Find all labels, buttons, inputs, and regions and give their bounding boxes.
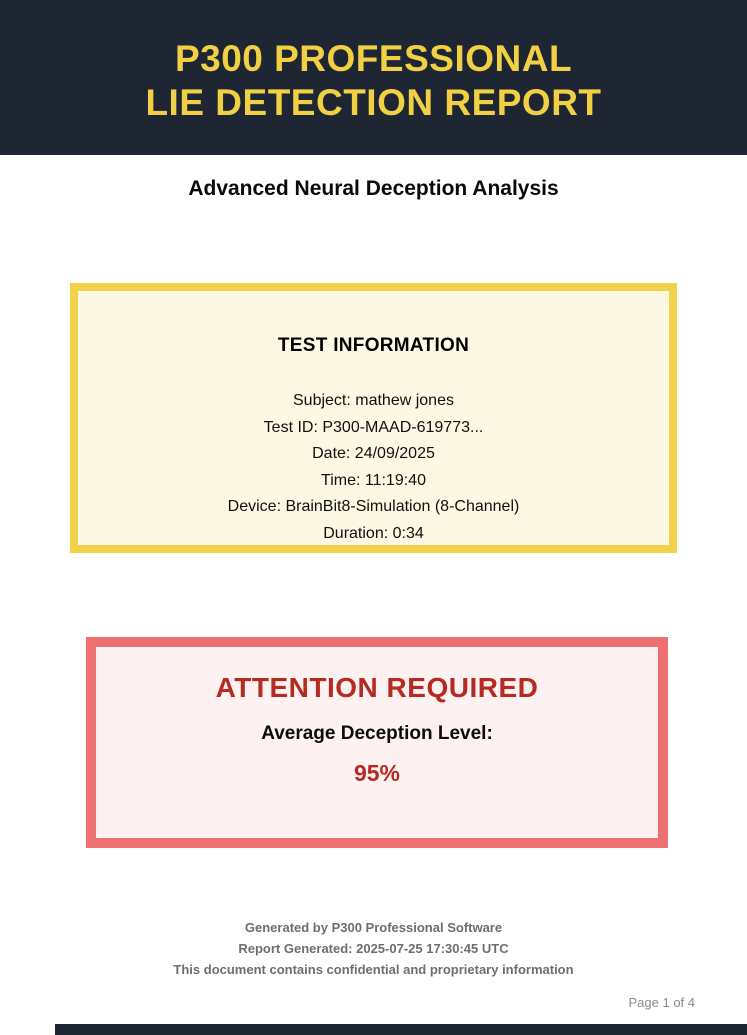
report-subtitle: Advanced Neural Deception Analysis bbox=[188, 177, 559, 200]
next-page-header-strip bbox=[55, 1024, 747, 1035]
test-information-title: TEST INFORMATION bbox=[277, 335, 470, 356]
report-title-line2: LIE DETECTION REPORT bbox=[145, 81, 602, 123]
report-footer bbox=[0, 917, 747, 980]
test-information-line: Test ID: P300-MAAD-619773... bbox=[263, 418, 484, 436]
test-information-line: Time: 11:19:40 bbox=[321, 471, 426, 489]
report-header bbox=[0, 0, 747, 155]
footer-line: Report Generated: 2025-07-25 17:30:45 UTC bbox=[238, 941, 509, 956]
test-information-line: Subject: mathew jones bbox=[293, 392, 454, 409]
deception-level-label: Average Deception Level: bbox=[261, 723, 493, 744]
page-indicator: Page 1 of 4 bbox=[628, 995, 695, 1010]
test-information-line: Device: BrainBit8-Simulation (8-Channel) bbox=[227, 498, 520, 515]
footer-line: This document contains confidential and proprietary information bbox=[173, 962, 574, 977]
report-title bbox=[145, 31, 601, 125]
test-information-box bbox=[70, 283, 677, 553]
footer-line: Generated by P300 Professional Software bbox=[244, 920, 503, 935]
attention-title: ATTENTION REQUIRED bbox=[215, 672, 539, 703]
test-information-line: Date: 24/09/2025 bbox=[312, 445, 435, 462]
attention-box bbox=[86, 637, 668, 848]
test-information-line: Duration: 0:34 bbox=[323, 524, 424, 542]
report-title-line1: P300 PROFESSIONAL bbox=[174, 37, 573, 79]
deception-level-value: 95% bbox=[353, 760, 401, 786]
test-information-lines bbox=[78, 388, 669, 547]
